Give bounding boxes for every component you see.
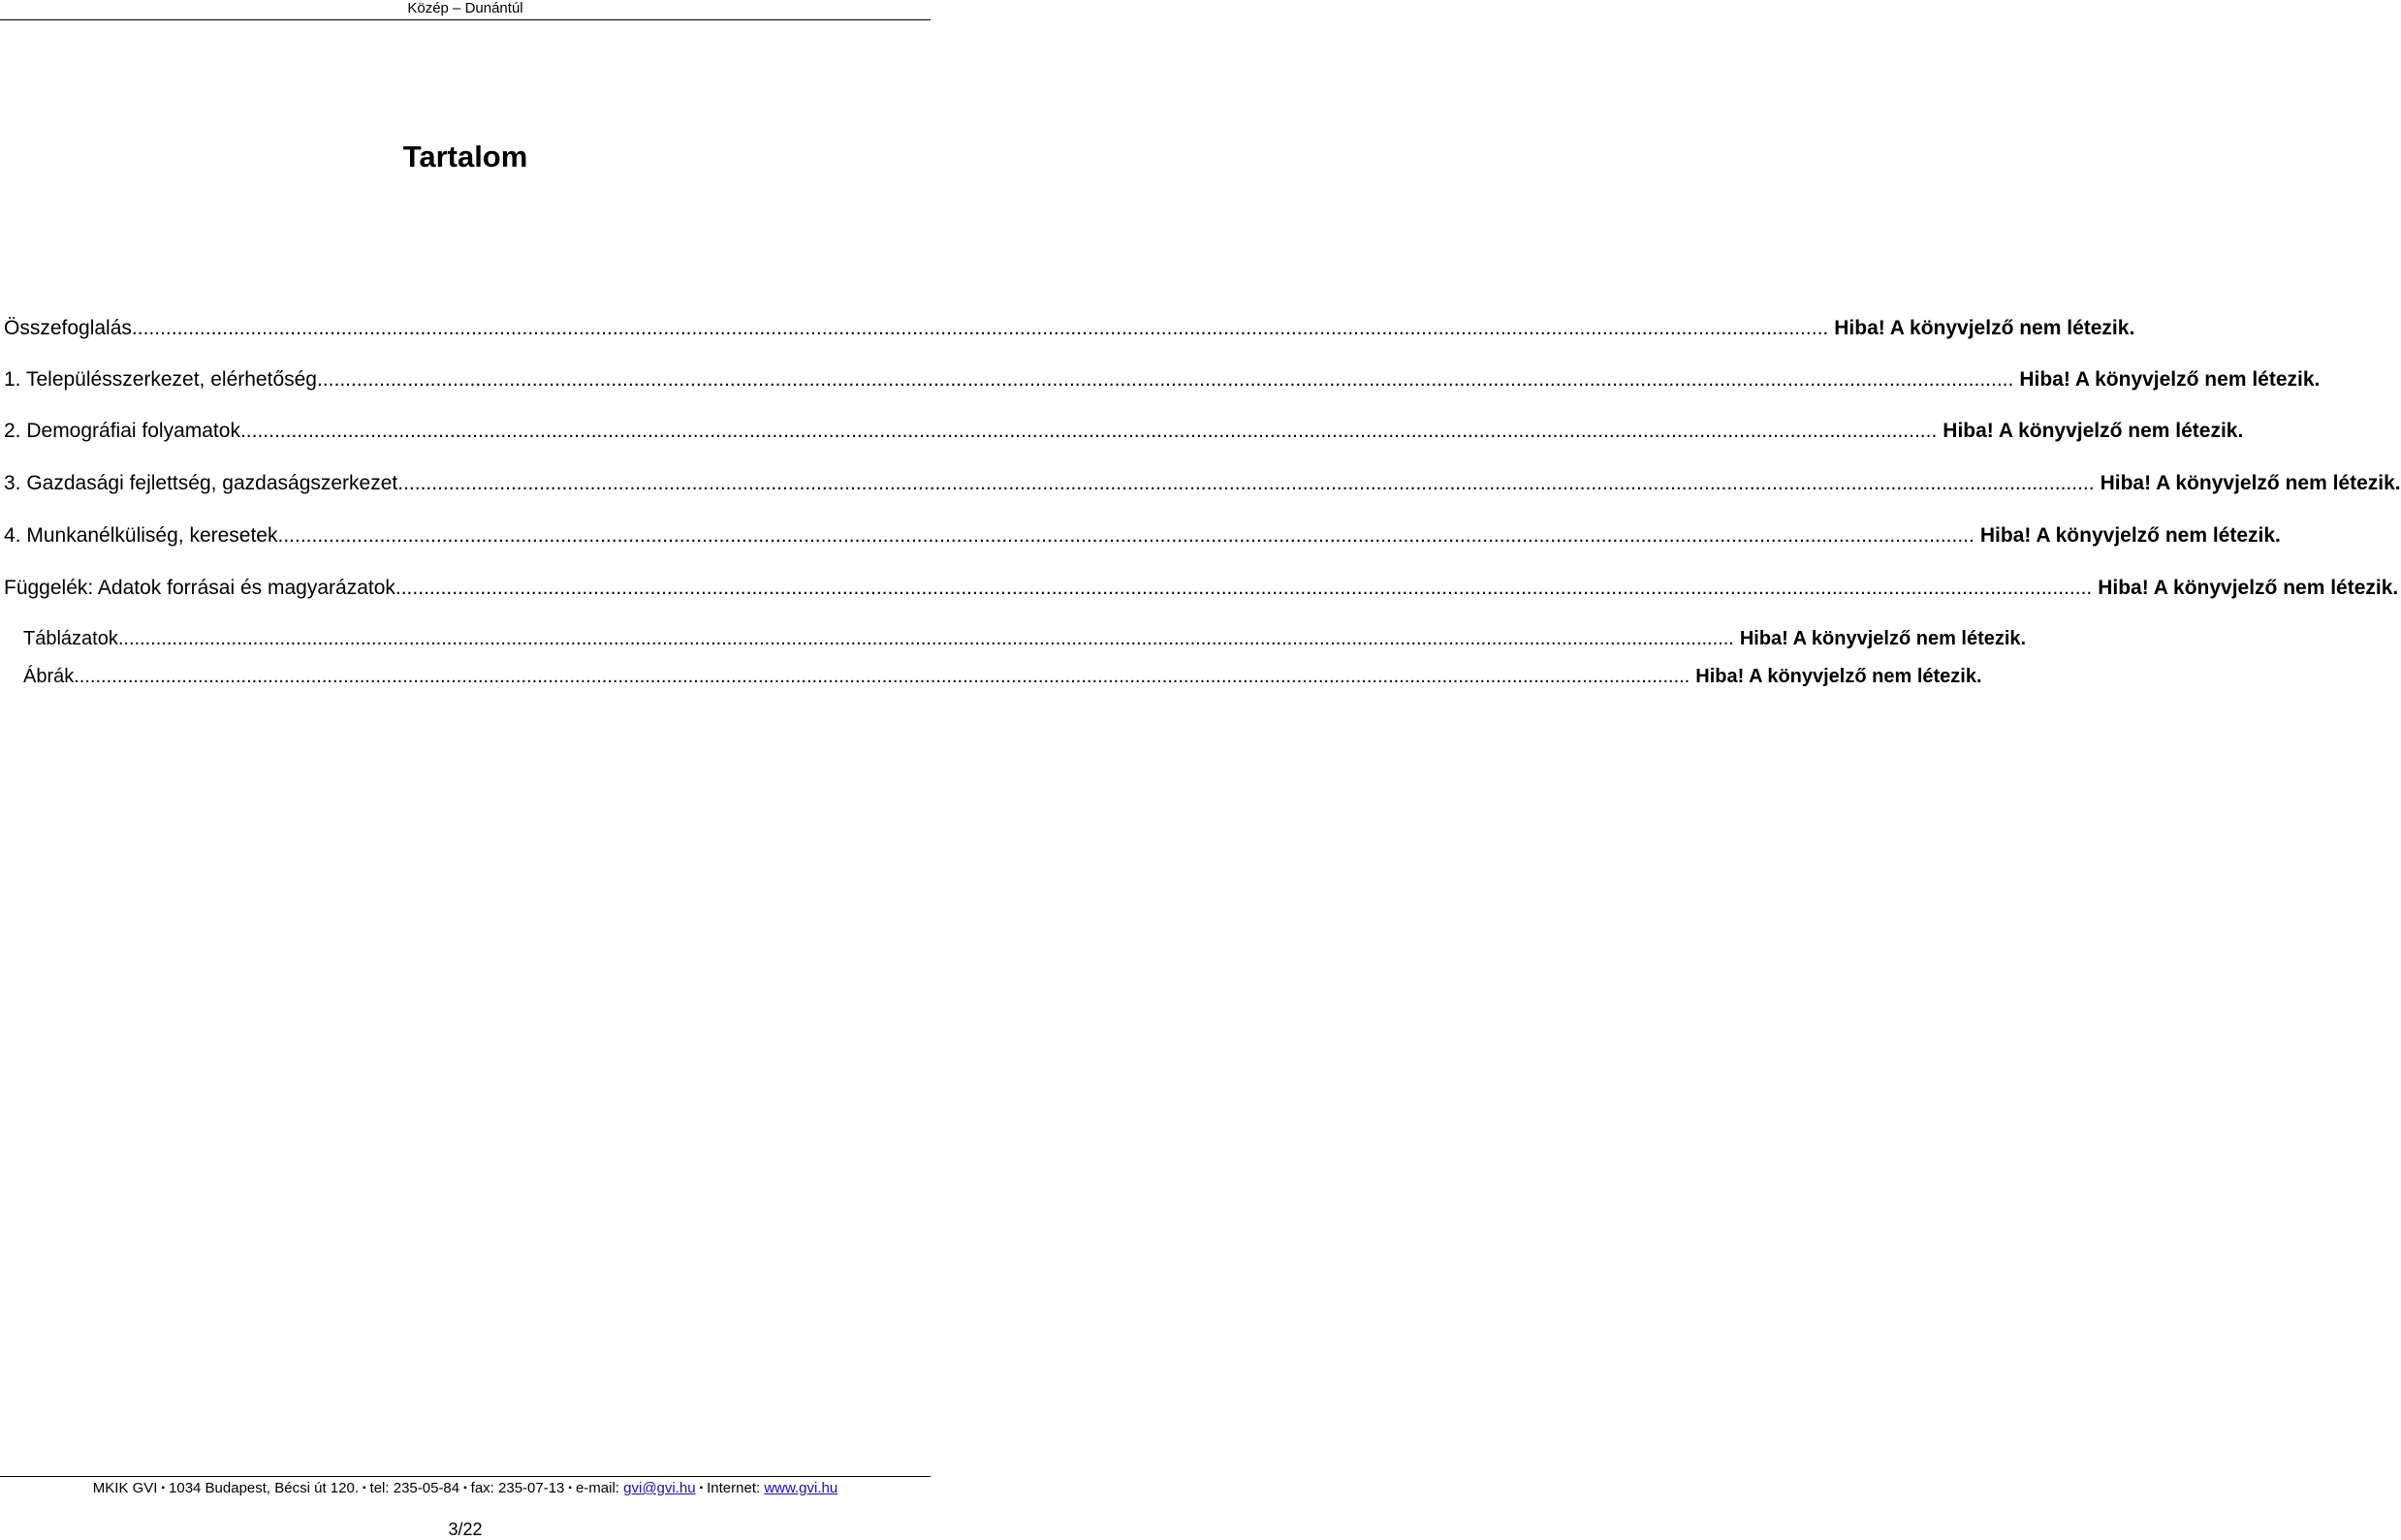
toc-leader-dots: ............................................................................................................................................................................................................................................................................................................ xyxy=(117,628,1734,649)
toc-leader-dots: ............................................................................................................................................................................................................................................................................................................ xyxy=(397,472,2095,494)
page-footer xyxy=(0,1479,931,1498)
toc-entry-text: 4. Munkanélküliség, keresetek xyxy=(4,524,278,547)
toc-entry-ref: Hiba! A könyvjelző nem létezik. xyxy=(1739,628,2027,649)
toc-entry-economy[interactable] xyxy=(4,470,2401,497)
footer-separator: ▪ xyxy=(463,1483,467,1494)
toc-entry-text: Ábrák xyxy=(23,666,75,687)
footer-tel: tel: 235-05-84 xyxy=(369,1480,460,1496)
toc-subentry-tables[interactable] xyxy=(23,626,2027,651)
footer-separator: ▪ xyxy=(161,1483,166,1494)
toc-entry-text: Függelék: Adatok forrásai és magyarázatok xyxy=(4,577,395,599)
toc-entry-text: Összefoglalás xyxy=(4,317,132,339)
toc-entry-ref: Hiba! A könyvjelző nem létezik. xyxy=(1695,666,1982,687)
toc-entry-ref: Hiba! A könyvjelző nem létezik. xyxy=(2100,472,2401,494)
toc-leader-dots: ............................................................................................................................................................................................................................................................................................................ xyxy=(131,317,1829,339)
footer-separator: ▪ xyxy=(568,1483,572,1494)
toc-subentry-figures[interactable] xyxy=(23,664,1982,689)
page-number: 3/22 xyxy=(448,1520,483,1539)
toc-entry-summary[interactable] xyxy=(4,315,2135,342)
toc-entry-ref: Hiba! A könyvjelző nem létezik. xyxy=(2019,368,2321,391)
footer-email-link[interactable]: gvi@gvi.hu xyxy=(623,1480,696,1496)
toc-leader-dots: ............................................................................................................................................................................................................................................................................................................ xyxy=(74,666,1690,687)
toc-entry-text: Táblázatok xyxy=(23,628,118,649)
toc-entry-ref: Hiba! A könyvjelző nem létezik. xyxy=(1943,420,2244,442)
footer-email-label: e-mail: xyxy=(575,1480,619,1496)
toc-entry-settlement-structure[interactable] xyxy=(4,366,2321,393)
toc-entry-appendix[interactable] xyxy=(4,575,2399,602)
footer-separator: ▪ xyxy=(699,1483,704,1494)
toc-entry-text: 3. Gazdasági fejlettség, gazdaságszerkezet xyxy=(4,472,398,494)
header-rule xyxy=(0,19,931,20)
footer-rule xyxy=(0,1476,931,1477)
toc-entry-ref: Hiba! A könyvjelző nem létezik. xyxy=(2098,577,2399,599)
footer-separator: ▪ xyxy=(363,1483,366,1494)
toc-entry-text: 2. Demográfiai folyamatok xyxy=(4,420,240,442)
footer-address: 1034 Budapest, Bécsi út 120. xyxy=(169,1480,359,1496)
toc-leader-dots: ............................................................................................................................................................................................................................................................................................................ xyxy=(316,368,2014,391)
toc-title: Tartalom xyxy=(402,140,528,173)
footer-fax: fax: 235-07-13 xyxy=(470,1480,565,1496)
toc-entry-demography[interactable] xyxy=(4,418,2244,445)
toc-leader-dots: ............................................................................................................................................................................................................................................................................................................ xyxy=(277,524,1975,547)
toc-leader-dots: ............................................................................................................................................................................................................................................................................................................ xyxy=(239,420,1938,442)
toc-entry-ref: Hiba! A könyvjelző nem létezik. xyxy=(1979,524,2281,547)
toc-entry-ref: Hiba! A könyvjelző nem létezik. xyxy=(1834,317,2135,339)
toc-entry-unemployment[interactable] xyxy=(4,522,2281,550)
footer-internet-label: Internet: xyxy=(707,1480,761,1496)
toc-entry-text: 1. Településszerkezet, elérhetőség xyxy=(4,368,317,391)
running-header: Közép – Dunántúl xyxy=(407,0,523,16)
toc-leader-dots: ............................................................................................................................................................................................................................................................................................................ xyxy=(395,577,2093,599)
footer-website-link[interactable]: www.gvi.hu xyxy=(764,1480,838,1496)
footer-org: MKIK GVI xyxy=(92,1480,158,1496)
